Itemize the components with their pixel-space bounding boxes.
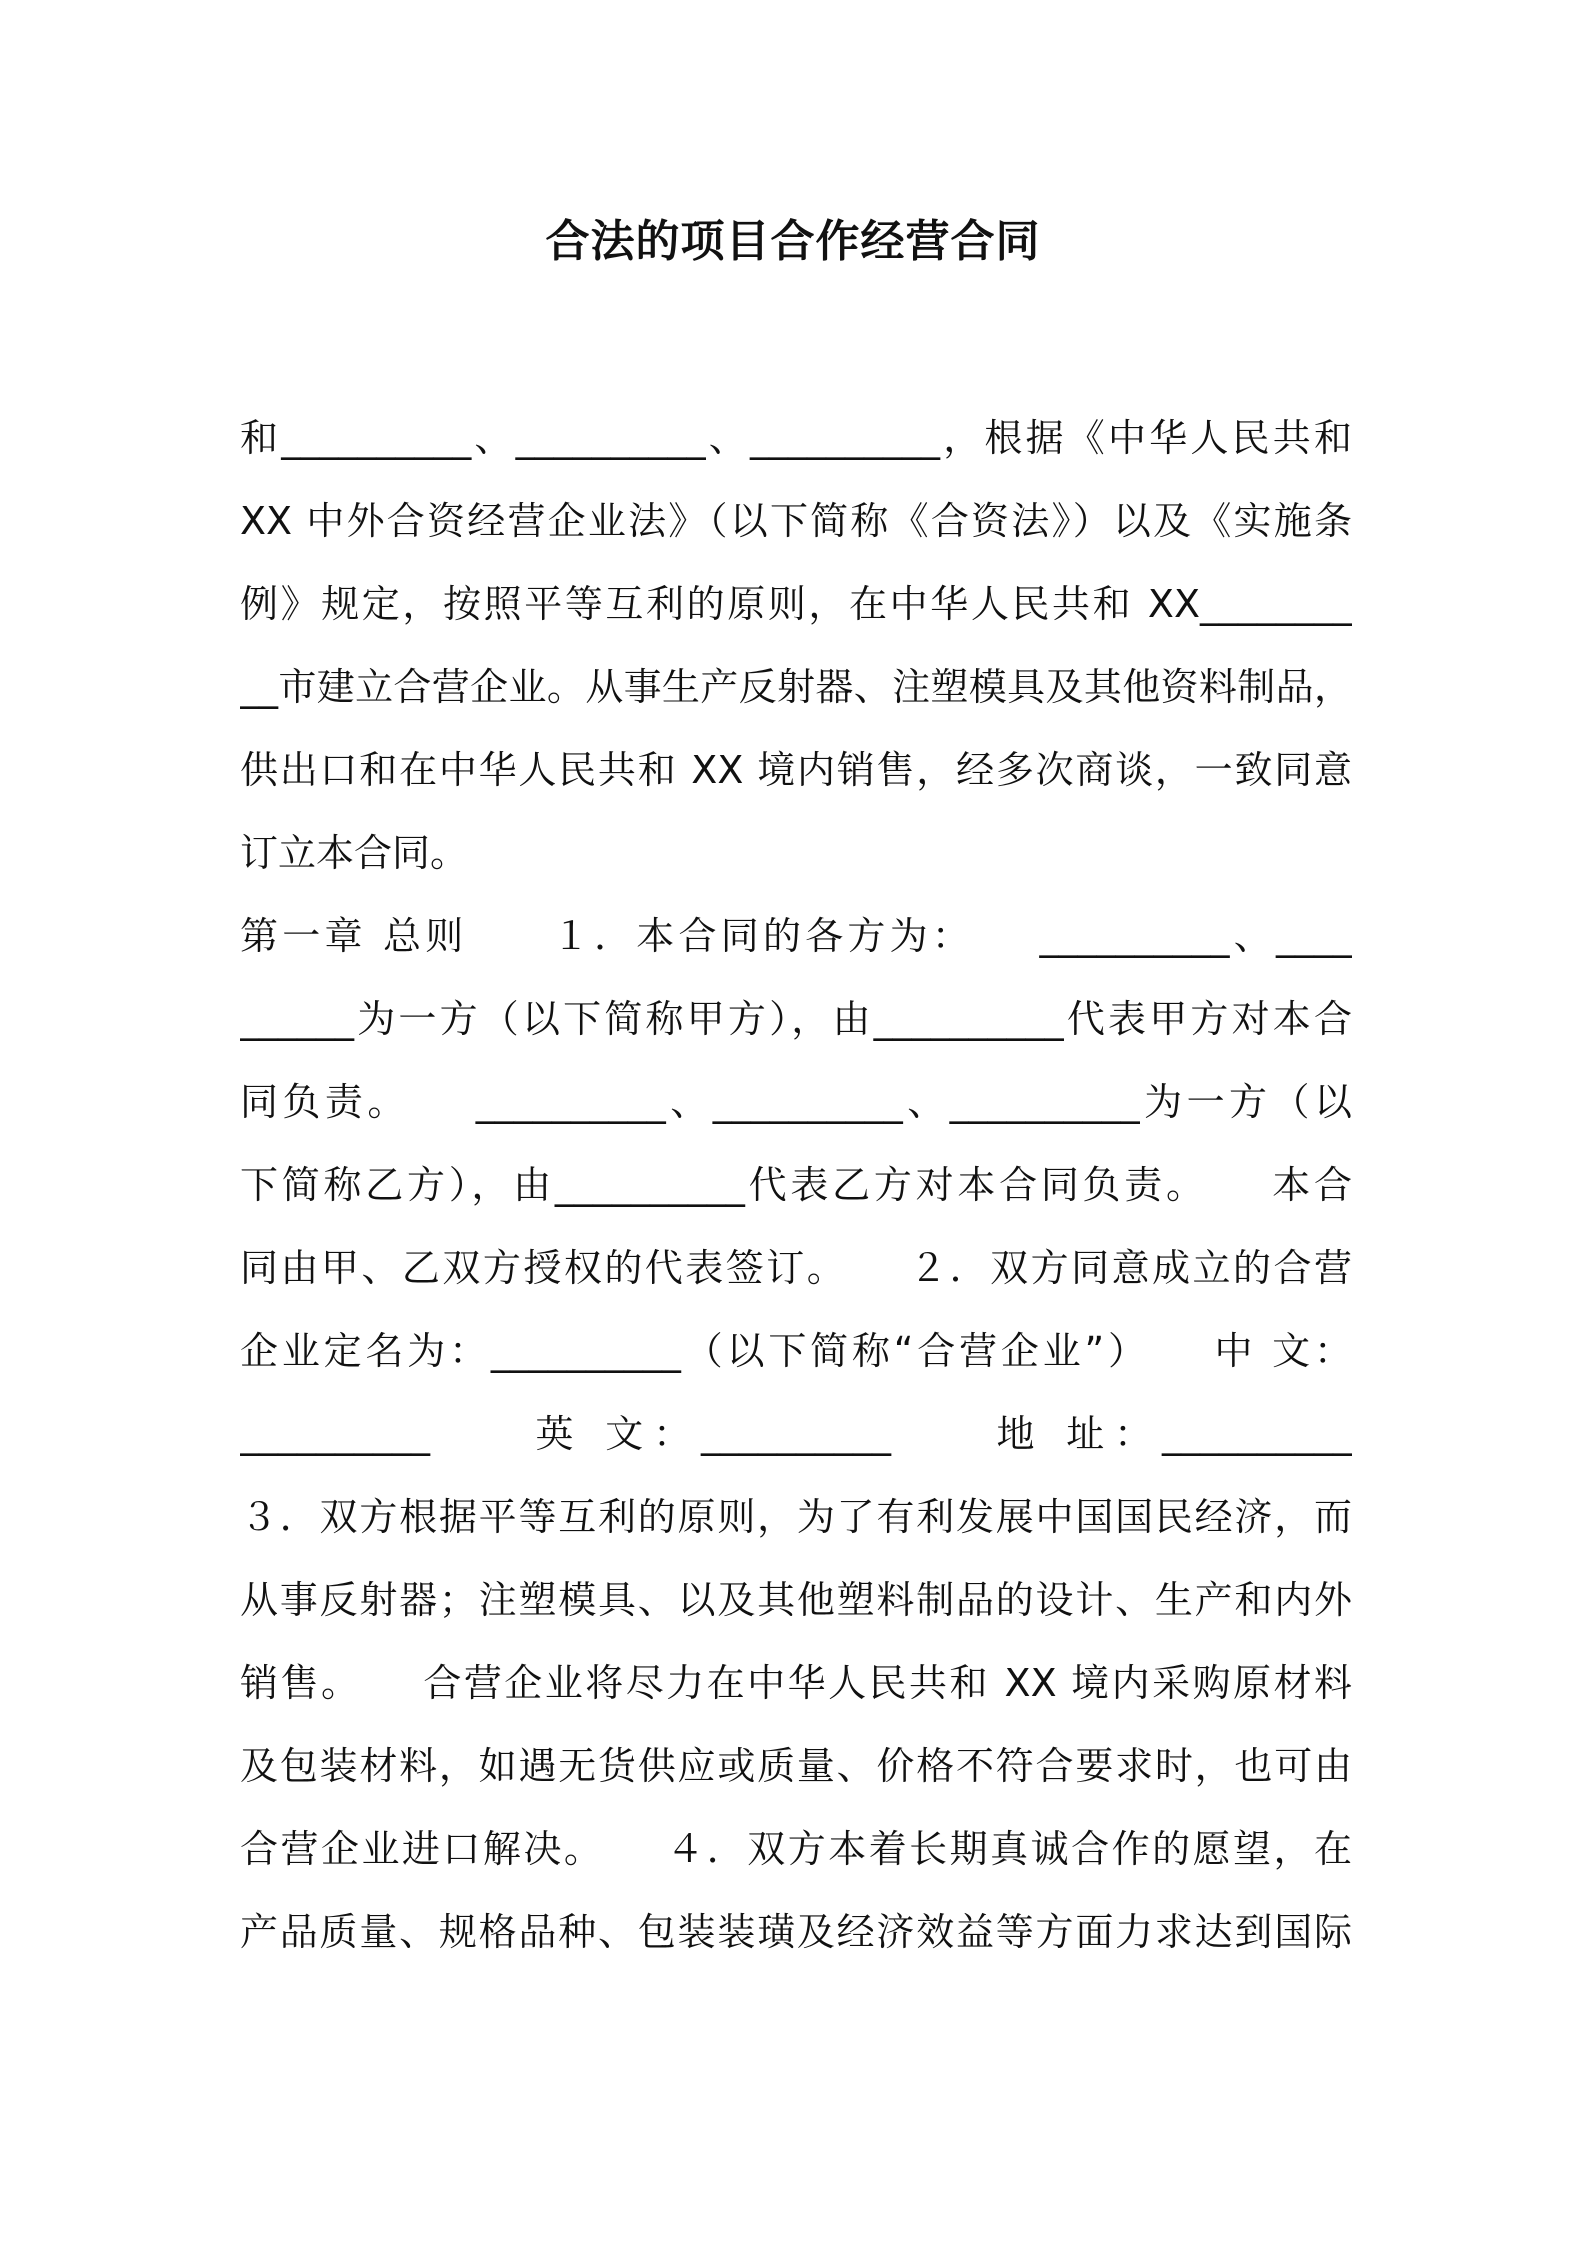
body-line-16: 销售。 合营企业将尽力在中华人民共和 XX 境内采购原材料 xyxy=(240,1661,1352,1705)
body-line-7: 第一章 总则 １．本合同的各方为： __________、____ xyxy=(240,914,1352,958)
body-line-6: 订立本合同。 xyxy=(240,831,469,875)
body-line-9: 同负责。 __________、__________、__________为一方（以 xyxy=(240,1080,1352,1124)
body-line-18: 合营企业进口解决。 ４．双方本着长期真诚合作的愿望，在 xyxy=(240,1827,1352,1871)
document-title: 合法的项目合作经营合同 xyxy=(545,216,1041,267)
body-line-12: 企业定名为：__________（以下简称“合营企业”） 中 文： xyxy=(240,1329,1352,1373)
body-line-10: 下简称乙方），由__________代表乙方对本合同负责。 本合 xyxy=(240,1163,1352,1207)
body-line-15: 从事反射器；注塑模具、以及其他塑料制品的设计、生产和内外 xyxy=(240,1578,1352,1622)
body-line-5: 供出口和在中华人民共和 XX 境内销售，经多次商谈，一致同意 xyxy=(240,748,1352,792)
body-line-4: __市建立合营企业。从事生产反射器、注塑模具及其他资料制品， xyxy=(240,665,1352,709)
body-line-19: 产品质量、规格品种、包装装璜及经济效益等方面力求达到国际 xyxy=(240,1910,1352,1954)
body-line-3: 例》规定，按照平等互利的原则，在中华人民共和 XX________ xyxy=(240,582,1352,626)
body-line-1: 和__________、__________、__________，根据《中华人民共和 xyxy=(240,416,1352,460)
body-line-8: ______为一方（以下简称甲方），由__________代表甲方对本合 xyxy=(240,997,1352,1041)
body-line-14: ３．双方根据平等互利的原则，为了有利发展中国国民经济，而 xyxy=(240,1495,1352,1539)
body-line-11: 同由甲、乙双方授权的代表签订。 ２．双方同意成立的合营 xyxy=(240,1246,1352,1290)
body-line-2: XX 中外合资经营企业法》（以下简称《合资法》）以及《实施条 xyxy=(240,499,1352,543)
body-line-17: 及包装材料，如遇无货供应或质量、价格不符合要求时，也可由 xyxy=(240,1744,1352,1788)
body-line-13: __________ 英 文：__________ 地 址：__________ xyxy=(240,1412,1352,1456)
